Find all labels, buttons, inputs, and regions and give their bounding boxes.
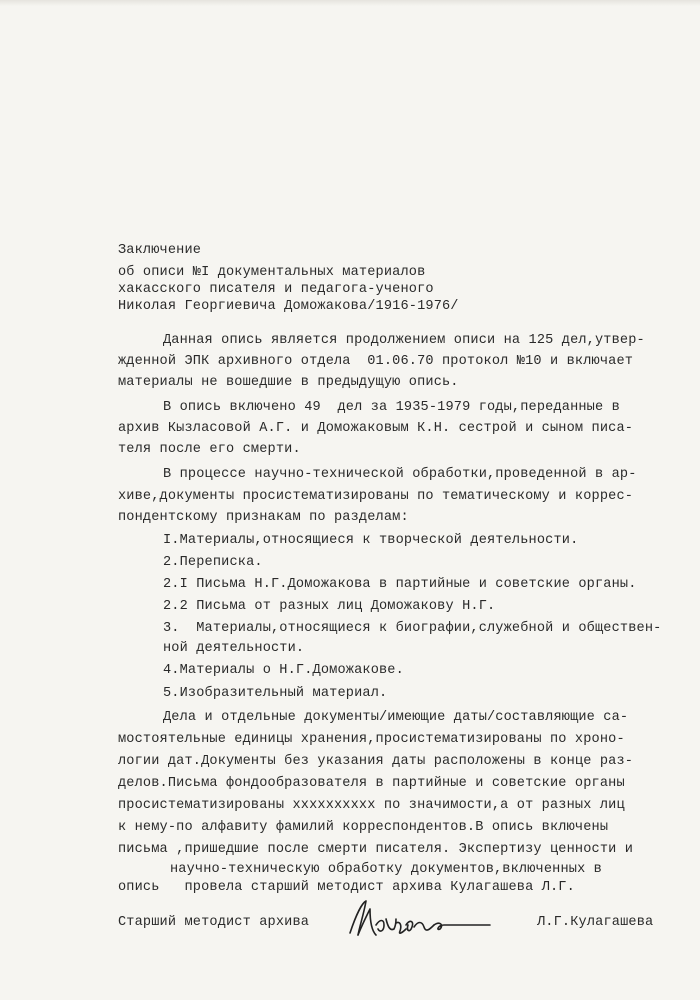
section-list-item: 2.I Письма Н.Г.Доможакова в партийные и советские органы. (163, 577, 637, 592)
body-line: Дела и отдельные документы/имеющие даты/составляющие са- (163, 710, 629, 725)
section-list-item: ной деятельности. (163, 641, 305, 656)
body-line: В процессе научно-технической обработки,проведенной в ар- (163, 467, 637, 482)
heading-line: Заключение (118, 243, 202, 258)
page-edge (0, 0, 700, 6)
body-line: Данная опись является продолжением описи на 125 дел,утвер- (163, 333, 645, 348)
body-line: к нему-по алфавиту фамилий корреспондентов.В опись включены (118, 820, 609, 835)
body-line: письма ,пришедшие после смерти писателя. Экспертизу ценности и (118, 842, 634, 857)
body-line: архив Кызласовой А.Г. и Доможаковым К.Н. сестрой и сыном писа- (118, 421, 634, 436)
body-line: теля после его смерти. (118, 442, 301, 457)
body-line: научно-техническую обработку документов,включенных в (170, 862, 602, 877)
body-line: пондентскому признакам по разделам: (118, 510, 409, 525)
heading-line: хакасского писателя и педагога-ученого (118, 282, 434, 297)
signatory-position: Старший методист архива (118, 915, 310, 930)
section-list-item: 5.Изобразительный материал. (163, 686, 388, 701)
section-list-item: I.Материалы,относящиеся к творческой деятельности. (163, 533, 579, 548)
body-line: материалы не вошедшие в предыдущую опись. (118, 375, 459, 390)
section-list-item: 2.Переписка. (163, 555, 263, 570)
body-line: просистематизированы хххххххххх по значимости,а от разных лиц (118, 798, 625, 813)
section-list-item: 3. Материалы,относящиеся к биографии,служебной и обществен- (163, 621, 662, 636)
body-line: хиве,документы просистематизированы по тематическому и коррес- (118, 489, 634, 504)
heading-line: Николая Георгиевича Доможакова/1916-1976/ (118, 299, 459, 314)
handwritten-signature (340, 895, 500, 945)
body-line: В опись включено 49 дел за 1935-1979 годы,переданные в (163, 400, 620, 415)
heading-line: об описи №I документальных материалов (118, 265, 426, 280)
body-line: жденной ЭПК архивного отдела 01.06.70 протокол №10 и включает (118, 354, 634, 369)
section-list-item: 4.Материалы о Н.Г.Доможакове. (163, 663, 404, 678)
body-line: делов.Письма фондообразователя в партийные и советские органы (118, 776, 625, 791)
body-line: опись провела старший методист архива Кулагашева Л.Г. (118, 880, 575, 895)
section-list-item: 2.2 Письма от разных лиц Доможакову Н.Г. (163, 599, 496, 614)
body-line: мостоятельные единицы хранения,просистематизированы по хроно- (118, 732, 625, 747)
signatory-name: Л.Г.Кулагашева (537, 915, 654, 930)
body-line: логии дат.Документы без указания даты расположены в конце раз- (118, 754, 634, 769)
